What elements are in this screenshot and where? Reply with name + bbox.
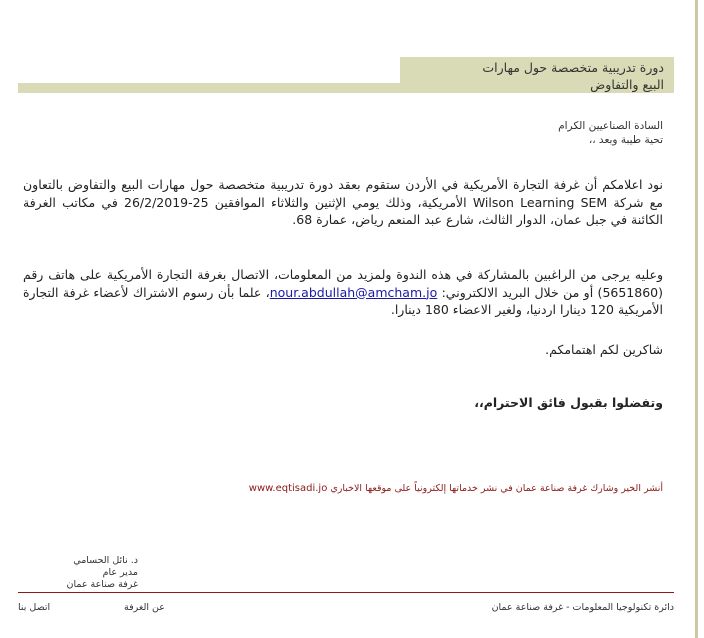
- course-title-line2: البيع والتفاوض: [590, 77, 664, 92]
- signature: [18, 555, 138, 591]
- signature-org: غرفة صناعة عمان: [66, 579, 138, 590]
- footer-about-link[interactable]: عن الغرفة: [124, 602, 165, 613]
- greeting: [363, 119, 663, 147]
- course-title: [400, 57, 674, 93]
- course-title-line1: دورة تدريبية متخصصة حول مهارات: [482, 60, 664, 75]
- promo-site-link[interactable]: www.eqtisadi.jo: [248, 483, 328, 494]
- signature-title: مدير عام: [102, 567, 138, 578]
- greeting-line1: السادة الصناعيين الكرام: [558, 120, 663, 132]
- registration-text-a: وعليه يرجى من الراغبين بالمشاركة في هذه الندوة ولمزيد من المعلومات، الاتصال بغرفة التجارة الأمريكية على هاتف رقم (5651860) أو من خلال البريد الالكتروني:: [23, 267, 663, 300]
- thanks-text: شاكرين لكم اهتمامكم.: [545, 342, 663, 357]
- announcement-paragraph: نود اعلامكم أن غرفة التجارة الأمريكية في الأردن ستقوم بعقد دورة تدريبية متخصصة حول مهارات البيع والتفاوض بالتعاون مع شركة Wilson Learning SEM الأمريكية، وذلك يومي الإثنين والثلاثاء الموافقين 25-26/2/2019 في مكاتب الغرفة الكائنة في جبل عمان، الدوار الثالث، شارع عبد المنعم رياض، عمارة 68.: [23, 177, 663, 227]
- greeting-line2: تحية طيبة وبعد ،،: [588, 134, 663, 146]
- footer-divider: [18, 592, 674, 593]
- email-link[interactable]: nour.abdullah@amcham.jo: [269, 284, 438, 300]
- signature-name: د. نائل الحسامي: [73, 555, 138, 566]
- registration-paragraph: [23, 266, 663, 319]
- registration-text-b: ، علما بأن رسوم الاشتراك لأعضاء غرفة التجارة الأمريكية 120 دينارا اردنيا، ولغير الاعضاء 180 دينارا.: [23, 284, 663, 317]
- closing-text: وتفضلوا بقبول فائق الاحترام،،: [474, 395, 663, 410]
- promo-text: [103, 482, 663, 496]
- footer-department: دائرة تكنولوجيا المعلومات - غرفة صناعة عمان: [491, 602, 674, 613]
- promo-message: أنشر الخير وشارك غرفة صناعة عمان في نشر خدماتها إلكترونياً على موقعها الاخباري: [327, 483, 663, 494]
- right-border: [695, 0, 698, 638]
- footer-contact-link[interactable]: اتصل بنا: [18, 602, 51, 613]
